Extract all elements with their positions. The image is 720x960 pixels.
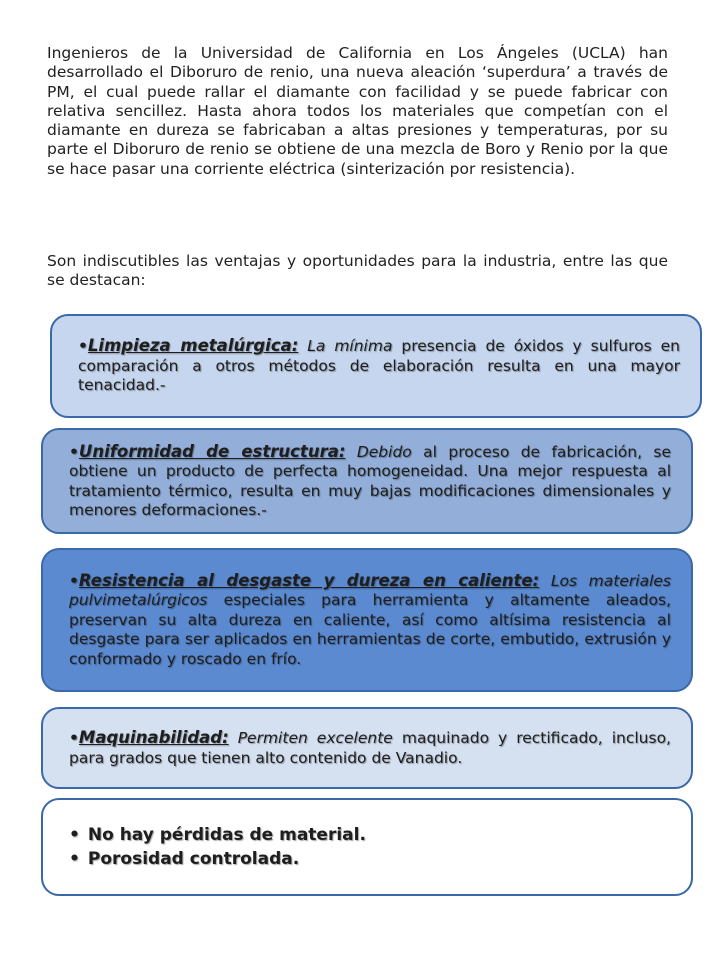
advantage-box-resistencia [41, 548, 693, 692]
intro-paragraph: Ingenieros de la Universidad de California en Los Ángeles (UCLA) han desarrollado el Diboruro de renio, una nueva aleación ‘superdura’ a través de PM, el cual puede rallar el diamante con facilidad y se puede fabricar con relativa sencillez. Hasta ahora todos los materiales que competían con el diamante en dureza se fabricaban a altas presiones y temperaturas, por su parte el Diboruro de renio se obtiene de una mezcla de Boro y Renio por la que se hace pasar una corriente eléctrica (sinterización por resistencia). [47, 44, 668, 178]
bullet-icon: • [78, 337, 88, 356]
advantage-title: Limpieza metalúrgica: [87, 336, 299, 356]
advantage-body: especiales para herramienta y altamente aleados, preservan su alta dureza en caliente, así como altísima resistencia al desgaste para ser aplicados en herramientas de corte, embutido, extrusión y conformado y roscado en frío. [69, 591, 671, 668]
advantage-lead: Los materiales pulvimetalúrgicos [69, 571, 671, 610]
advantage-lead: Permiten excelente [237, 729, 393, 747]
advantage-text [69, 442, 671, 521]
advantage-lead: Debido [356, 442, 412, 461]
list-item: • No hay pérdidas de material. [69, 823, 671, 847]
advantage-body: maquinado y rectificado, incluso, para grados que tienen alto contenido de Vanadio. [69, 729, 671, 767]
list-item: • Porosidad controlada. [69, 847, 671, 871]
advantage-body: presencia de óxidos y sulfuros en comparación a otros métodos de elaboración resulta en una mayor tenacidad.- [78, 337, 680, 395]
bullet-icon: • [69, 729, 79, 747]
advantage-box-maquinabilidad [41, 707, 693, 789]
advantage-text [69, 728, 671, 768]
advantage-box-uniformidad [41, 428, 693, 534]
extra-advantages-box [41, 798, 693, 896]
advantage-body: al proceso de fabricación, se obtiene un producto de perfecta homogeneidad. Una mejor respuesta al tratamiento térmico, resulta en muy bajas modificaciones dimensionales y menores deformaciones.- [69, 442, 671, 519]
advantage-text [78, 336, 680, 396]
advantage-box-limpieza [50, 314, 702, 418]
advantage-lead: La mínima [307, 337, 393, 356]
bullet-icon: • [69, 571, 79, 590]
bullet-icon: • [69, 442, 79, 461]
intro-lead-paragraph: Son indiscutibles las ventajas y oportunidades para la industria, entre las que se destacan: [47, 252, 668, 290]
advantage-title: Maquinabilidad: [78, 728, 229, 747]
advantage-title: Resistencia al desgaste y dureza en caliente: [78, 570, 540, 590]
extra-advantages-list [69, 823, 671, 871]
advantage-text [69, 571, 671, 670]
advantage-title: Uniformidad de estructura: [78, 441, 346, 461]
